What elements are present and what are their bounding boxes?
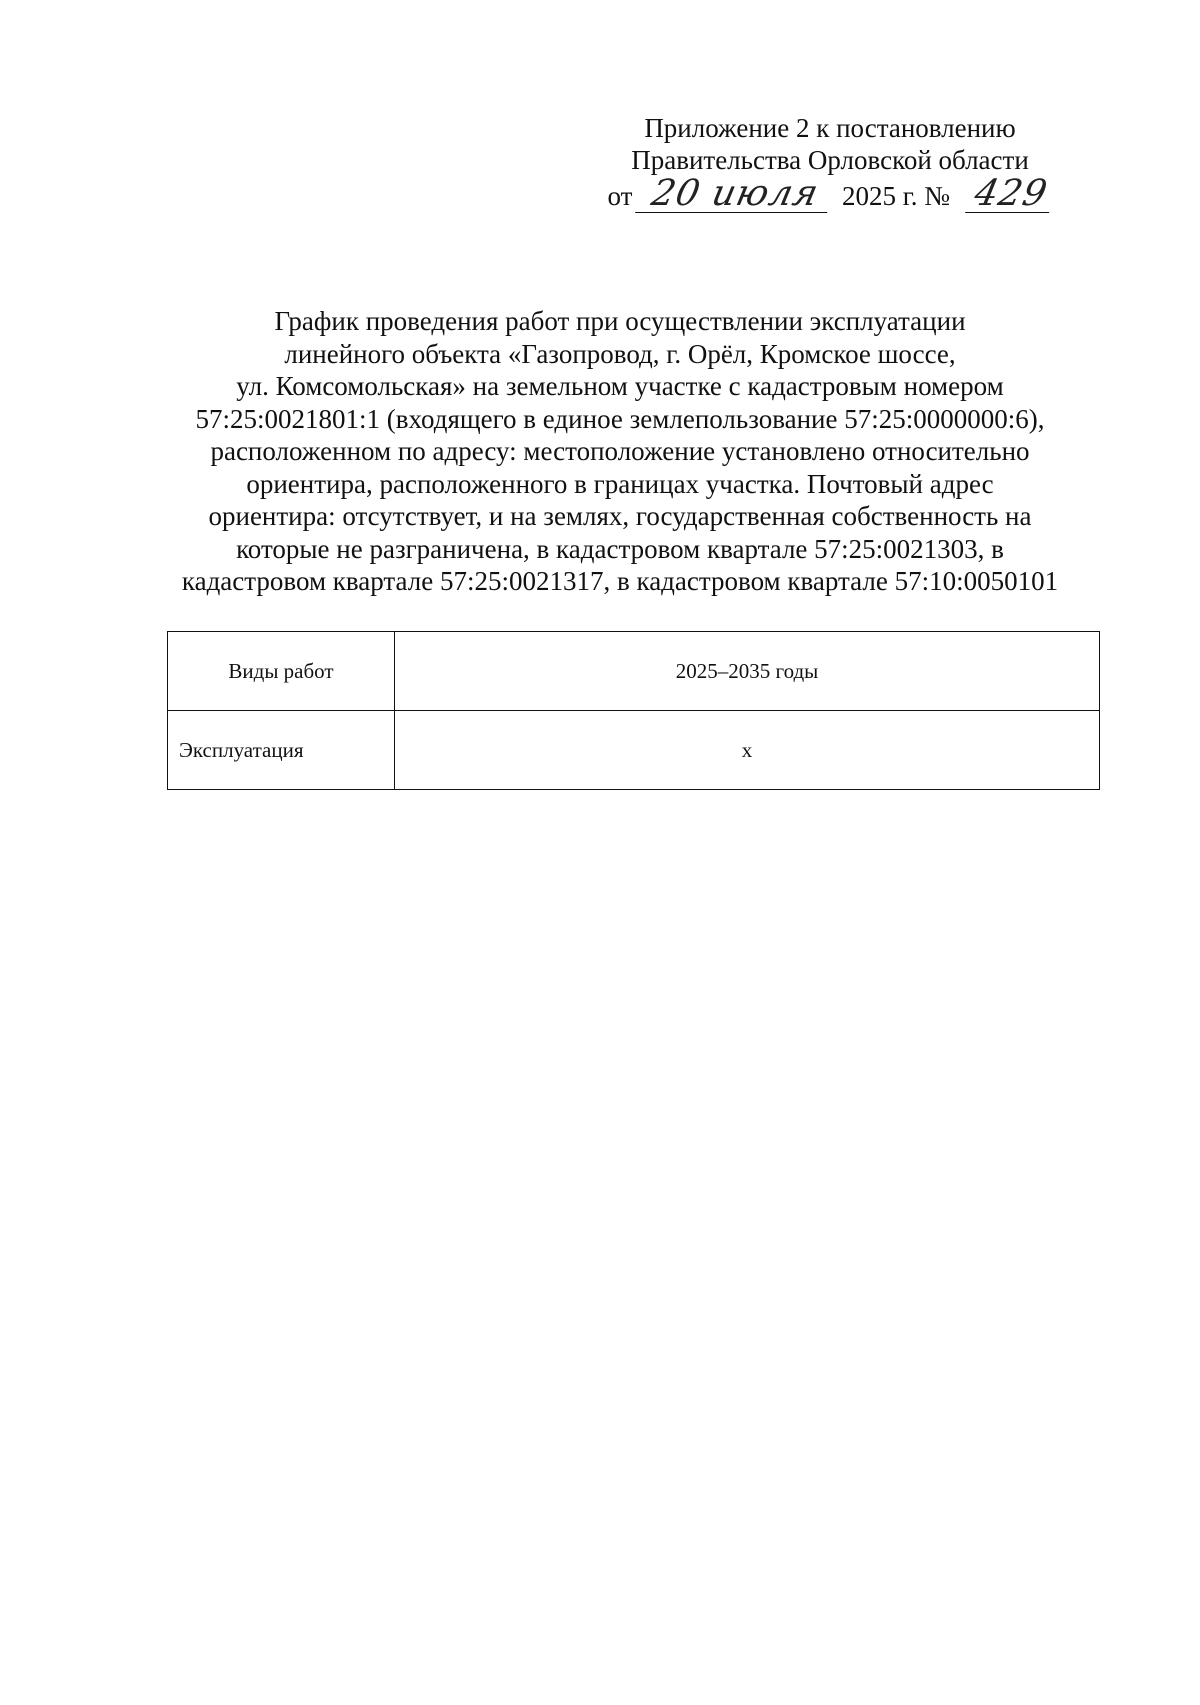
title-line: График проведения работ при осуществлении эксплуатации	[274, 306, 966, 336]
title-line: ориентира, расположенного в границах участка. Почтовый адрес	[246, 468, 994, 499]
title-line: кадастровом квартале 57:25:0021317, в кадастровом квартале 57:10:0050101	[181, 566, 1059, 596]
title-line: 57:25:0021801:1 (входящего в единое землепользование 57:25:0000000:6),	[195, 403, 1045, 434]
handwritten-date: 20 июля	[635, 176, 835, 213]
appendix-date-line	[560, 173, 1100, 214]
table-row	[168, 711, 1100, 790]
title-line: которые не разграничена, в кадастровом квартале 57:25:0021303, в	[236, 533, 1004, 564]
date-prefix: от	[607, 181, 633, 211]
header-work-types: Виды работ	[168, 632, 395, 711]
title-line: линейного объекта «Газопровод, г. Орёл, Кромское шоссе,	[284, 338, 956, 369]
cell-period-mark: х	[395, 711, 1100, 790]
title-line: расположенном по адресу: местоположение установлено относительно	[210, 436, 1030, 466]
document-title	[160, 305, 1080, 598]
appendix-line-1: Приложение 2 к постановлению	[644, 113, 1016, 143]
title-line: ориентира: отсутствует, и на землях, государственная собственность на	[208, 501, 1032, 531]
header-years: 2025–2035 годы	[395, 632, 1100, 711]
appendix-header	[560, 112, 1100, 213]
title-line: ул. Комсомольская» на земельном участке с кадастровым номером	[236, 371, 1004, 401]
works-schedule-table	[167, 631, 1100, 790]
cell-work-type: Эксплуатация	[168, 711, 395, 790]
table-header-row	[168, 632, 1100, 711]
handwritten-number: 429	[965, 176, 1057, 213]
appendix-line-2: Правительства Орловской области	[631, 145, 1029, 175]
year-label: 2025 г. №	[841, 181, 951, 211]
